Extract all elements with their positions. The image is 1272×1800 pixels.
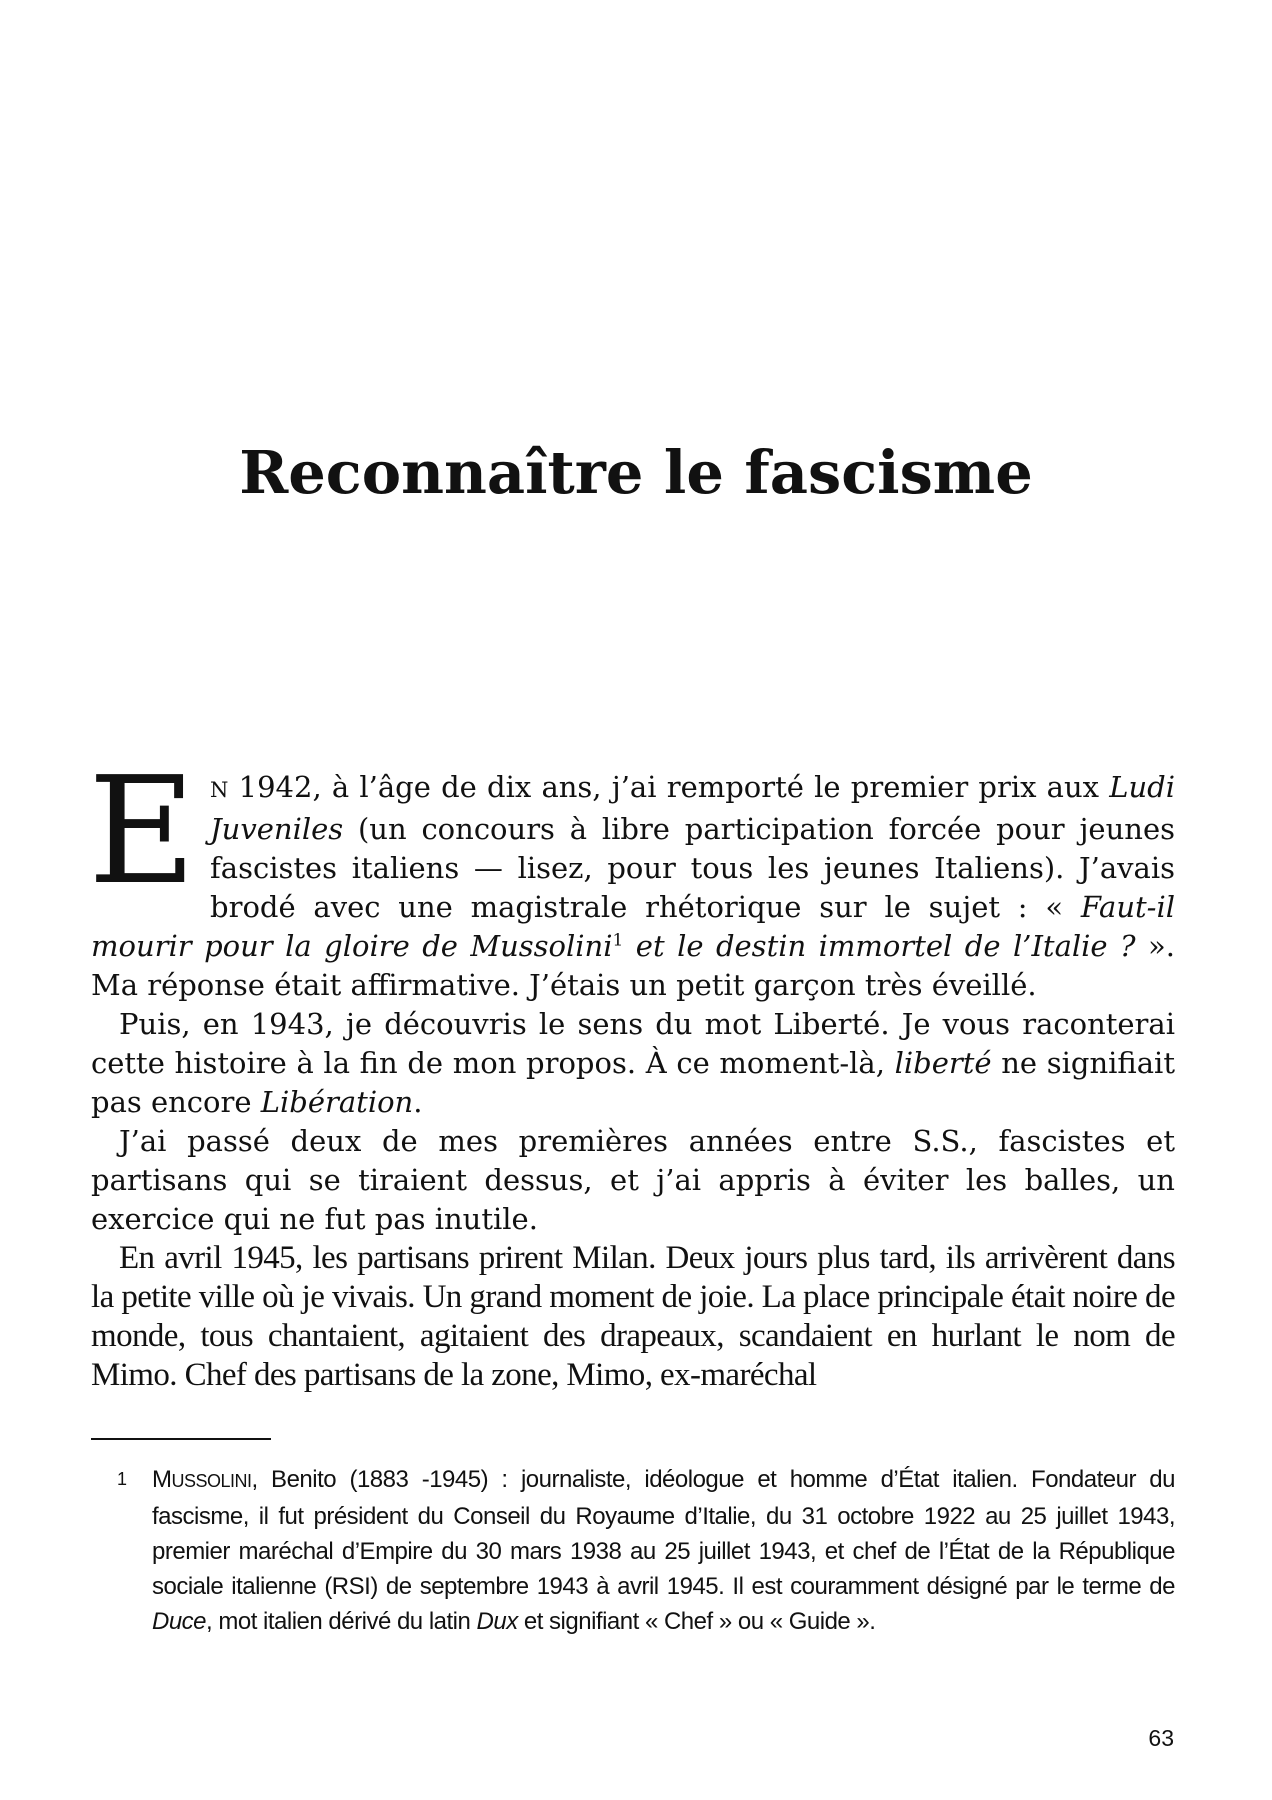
- footnote-number: 1: [117, 1469, 127, 1489]
- small-cap: N: [210, 778, 229, 802]
- paragraph-3: J’ai passé deux de mes premières années entre S.S., fascistes et partisans qui se tiraient dessus, et j’ai appris à éviter les balles, un exercice qui ne fut pas inutile.: [91, 1124, 1175, 1236]
- footnote-text: [152, 1462, 1175, 1639]
- footnote-italic-2: Dux: [476, 1608, 518, 1635]
- footnote-name-initial: M: [152, 1466, 172, 1493]
- footnote-1: [91, 1462, 1175, 1639]
- footnote-divider: [91, 1438, 271, 1440]
- paragraph-1: [88, 745, 1176, 1005]
- paragraph-1-text-3: ». Ma réponse était affirmative. J’étais un petit garçon très éveillé.: [91, 929, 1176, 1002]
- paragraph-2-text-2: ne signifiait pas encore: [91, 1046, 1175, 1119]
- footnote-italic-1: Duce: [152, 1608, 207, 1635]
- paragraph-1-italic-3: et le destin immortel de l’Italie ?: [623, 929, 1136, 963]
- footnote-reference[interactable]: 1: [612, 930, 624, 951]
- paragraph-1-italic-2: Faut-il mourir pour la gloire de Mussolini: [91, 890, 1175, 963]
- body-text: [88, 745, 1176, 1395]
- paragraph-4: En avril 1945, les partisans prirent Milan. Deux jours plus tard, ils arrivèrent dans la petite ville où je vivais. Un grand moment de joie. La place principale était noire de monde, tous chantaient, agitaient des drapeaux, scandaient en hurlant le nom de Mimo. Chef des partisans de la zone, Mimo, ex-maréchal: [91, 1240, 1175, 1393]
- paragraph-2-italic-1: liberté: [894, 1046, 992, 1080]
- paragraph-2-text-3: .: [413, 1085, 423, 1119]
- drop-cap: E: [88, 745, 197, 917]
- paragraph-2: [91, 1005, 1175, 1122]
- footnote-text-3: et signifiant « Chef » ou « Guide ».: [517, 1608, 876, 1635]
- footnotes: [91, 1462, 1175, 1639]
- chapter-title: Reconnaître le fascisme: [239, 438, 1033, 507]
- paragraph-1-text-2: (un concours à libre participation forcée pour jeunes fascistes italiens — lisez, pour tous les jeunes Italiens). J’avais brodé avec une magistrale rhétorique sur le sujet : «: [210, 812, 1175, 924]
- footnote-text-2: , mot italien dérivé du latin: [206, 1608, 477, 1635]
- paragraph-2-italic-2: Libération: [260, 1085, 414, 1119]
- footnote-name-smallcaps: USSOLINI: [171, 1471, 252, 1491]
- paragraph-2-text-1: Puis, en 1943, je découvris le sens du mot Liberté. Je vous raconterai cette histoire à la fin de mon propos. À ce moment-là,: [91, 1007, 1175, 1080]
- page-number: 63: [1148, 1725, 1174, 1751]
- paragraph-1-text-1: 1942, à l’âge de dix ans, j’ai remporté le premier prix aux: [228, 770, 1110, 804]
- footnote-text-1: , Benito (1883 -1945) : journaliste, idéologue et homme d’État italien. Fondateur du fascisme, il fut président du Conseil du Royaume d’Italie, du 31 octobre 1922 au 25 juillet 1943, premier maréchal d’Empire du 30 mars 1938 au 25 juillet 1943, et chef de l’État de la République sociale italienne (RSI) de septembre 1943 à avril 1945. Il est couramment désigné par le terme de: [152, 1466, 1175, 1600]
- paragraph-1-italic-1: Ludi Juveniles: [210, 770, 1175, 846]
